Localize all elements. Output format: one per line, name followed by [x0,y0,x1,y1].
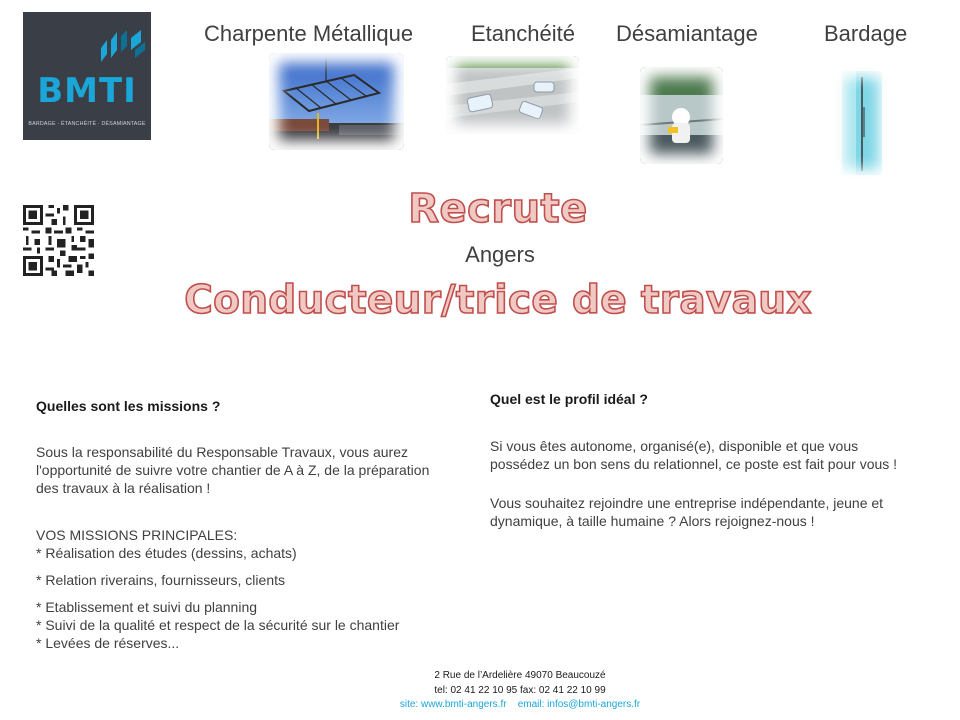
site-link[interactable]: site: www.bmti-angers.fr [399,699,507,710]
list-item: * Réalisation des études (dessins, achats) [36,545,297,561]
profile-line: Si vous êtes autonome, organisé(e), disponible et que vous [490,438,859,454]
missions-intro-line: Sous la responsabilité du Responsable Travaux, vous aurez [36,444,408,460]
email-link[interactable]: email: infos@bmti-angers.fr [517,699,641,710]
city-label: Angers [465,242,535,267]
missions-intro [36,443,476,497]
missions-heading: Quelles sont les missions ? [36,398,221,414]
profile-paragraph-2 [490,494,950,530]
service-title-bardage: Bardage [824,21,908,46]
missions-intro-line: l'opportunité de suivre votre chantier de A à Z, de la préparation [36,462,430,478]
profile-heading: Quel est le profil idéal ? [490,391,648,407]
footer-phones: tel: 02 41 22 10 95 fax: 02 41 22 10 99 [434,685,606,696]
charpente-photo [269,53,404,150]
list-item: * Levées de réserves... [36,635,180,651]
service-title-desamiantage: Désamiantage [616,21,758,46]
logo-stripes-icon [95,28,149,68]
profile-line: dynamique, à taille humaine ? Alors rejoignez-nous ! [490,513,815,529]
missions-list [36,526,476,562]
profile-line: Vous souhaitez rejoindre une entreprise indépendante, jeune et [490,495,884,511]
missions-list-title: VOS MISSIONS PRINCIPALES: [36,527,238,543]
job-title: Conducteur/trice de travaux [184,278,812,323]
desamiantage-photo [640,67,723,164]
service-title-charpente: Charpente Métallique [204,21,414,46]
recrute-heading: Recrute [408,186,588,232]
footer-address: 2 Rue de l’Ardelière 49070 Beaucouzé [434,670,606,681]
etancheite-photo [446,56,579,134]
service-title-etancheite: Etanchéité [471,21,575,46]
list-item: * Relation riverains, fournisseurs, clients [36,572,285,588]
bardage-photo [834,67,889,179]
list-item: * Suivi de la qualité et respect de la sécurité sur le chantier [36,617,400,633]
logo-tagline: BARDAGE · ÉTANCHÉITÉ · DÉSAMIANTAGE [28,121,146,127]
logo-wordmark: BMTI [37,71,137,111]
company-logo [23,12,151,140]
missions-intro-line: des travaux à la réalisation ! [36,480,211,496]
missions-list-more [36,598,476,652]
footer-contact [0,699,960,710]
profile-paragraph-1 [490,437,950,473]
profile-line: possédez un bon sens du relationnel, ce poste est fait pour vous ! [490,456,898,472]
list-item: * Etablissement et suivi du planning [36,599,258,615]
